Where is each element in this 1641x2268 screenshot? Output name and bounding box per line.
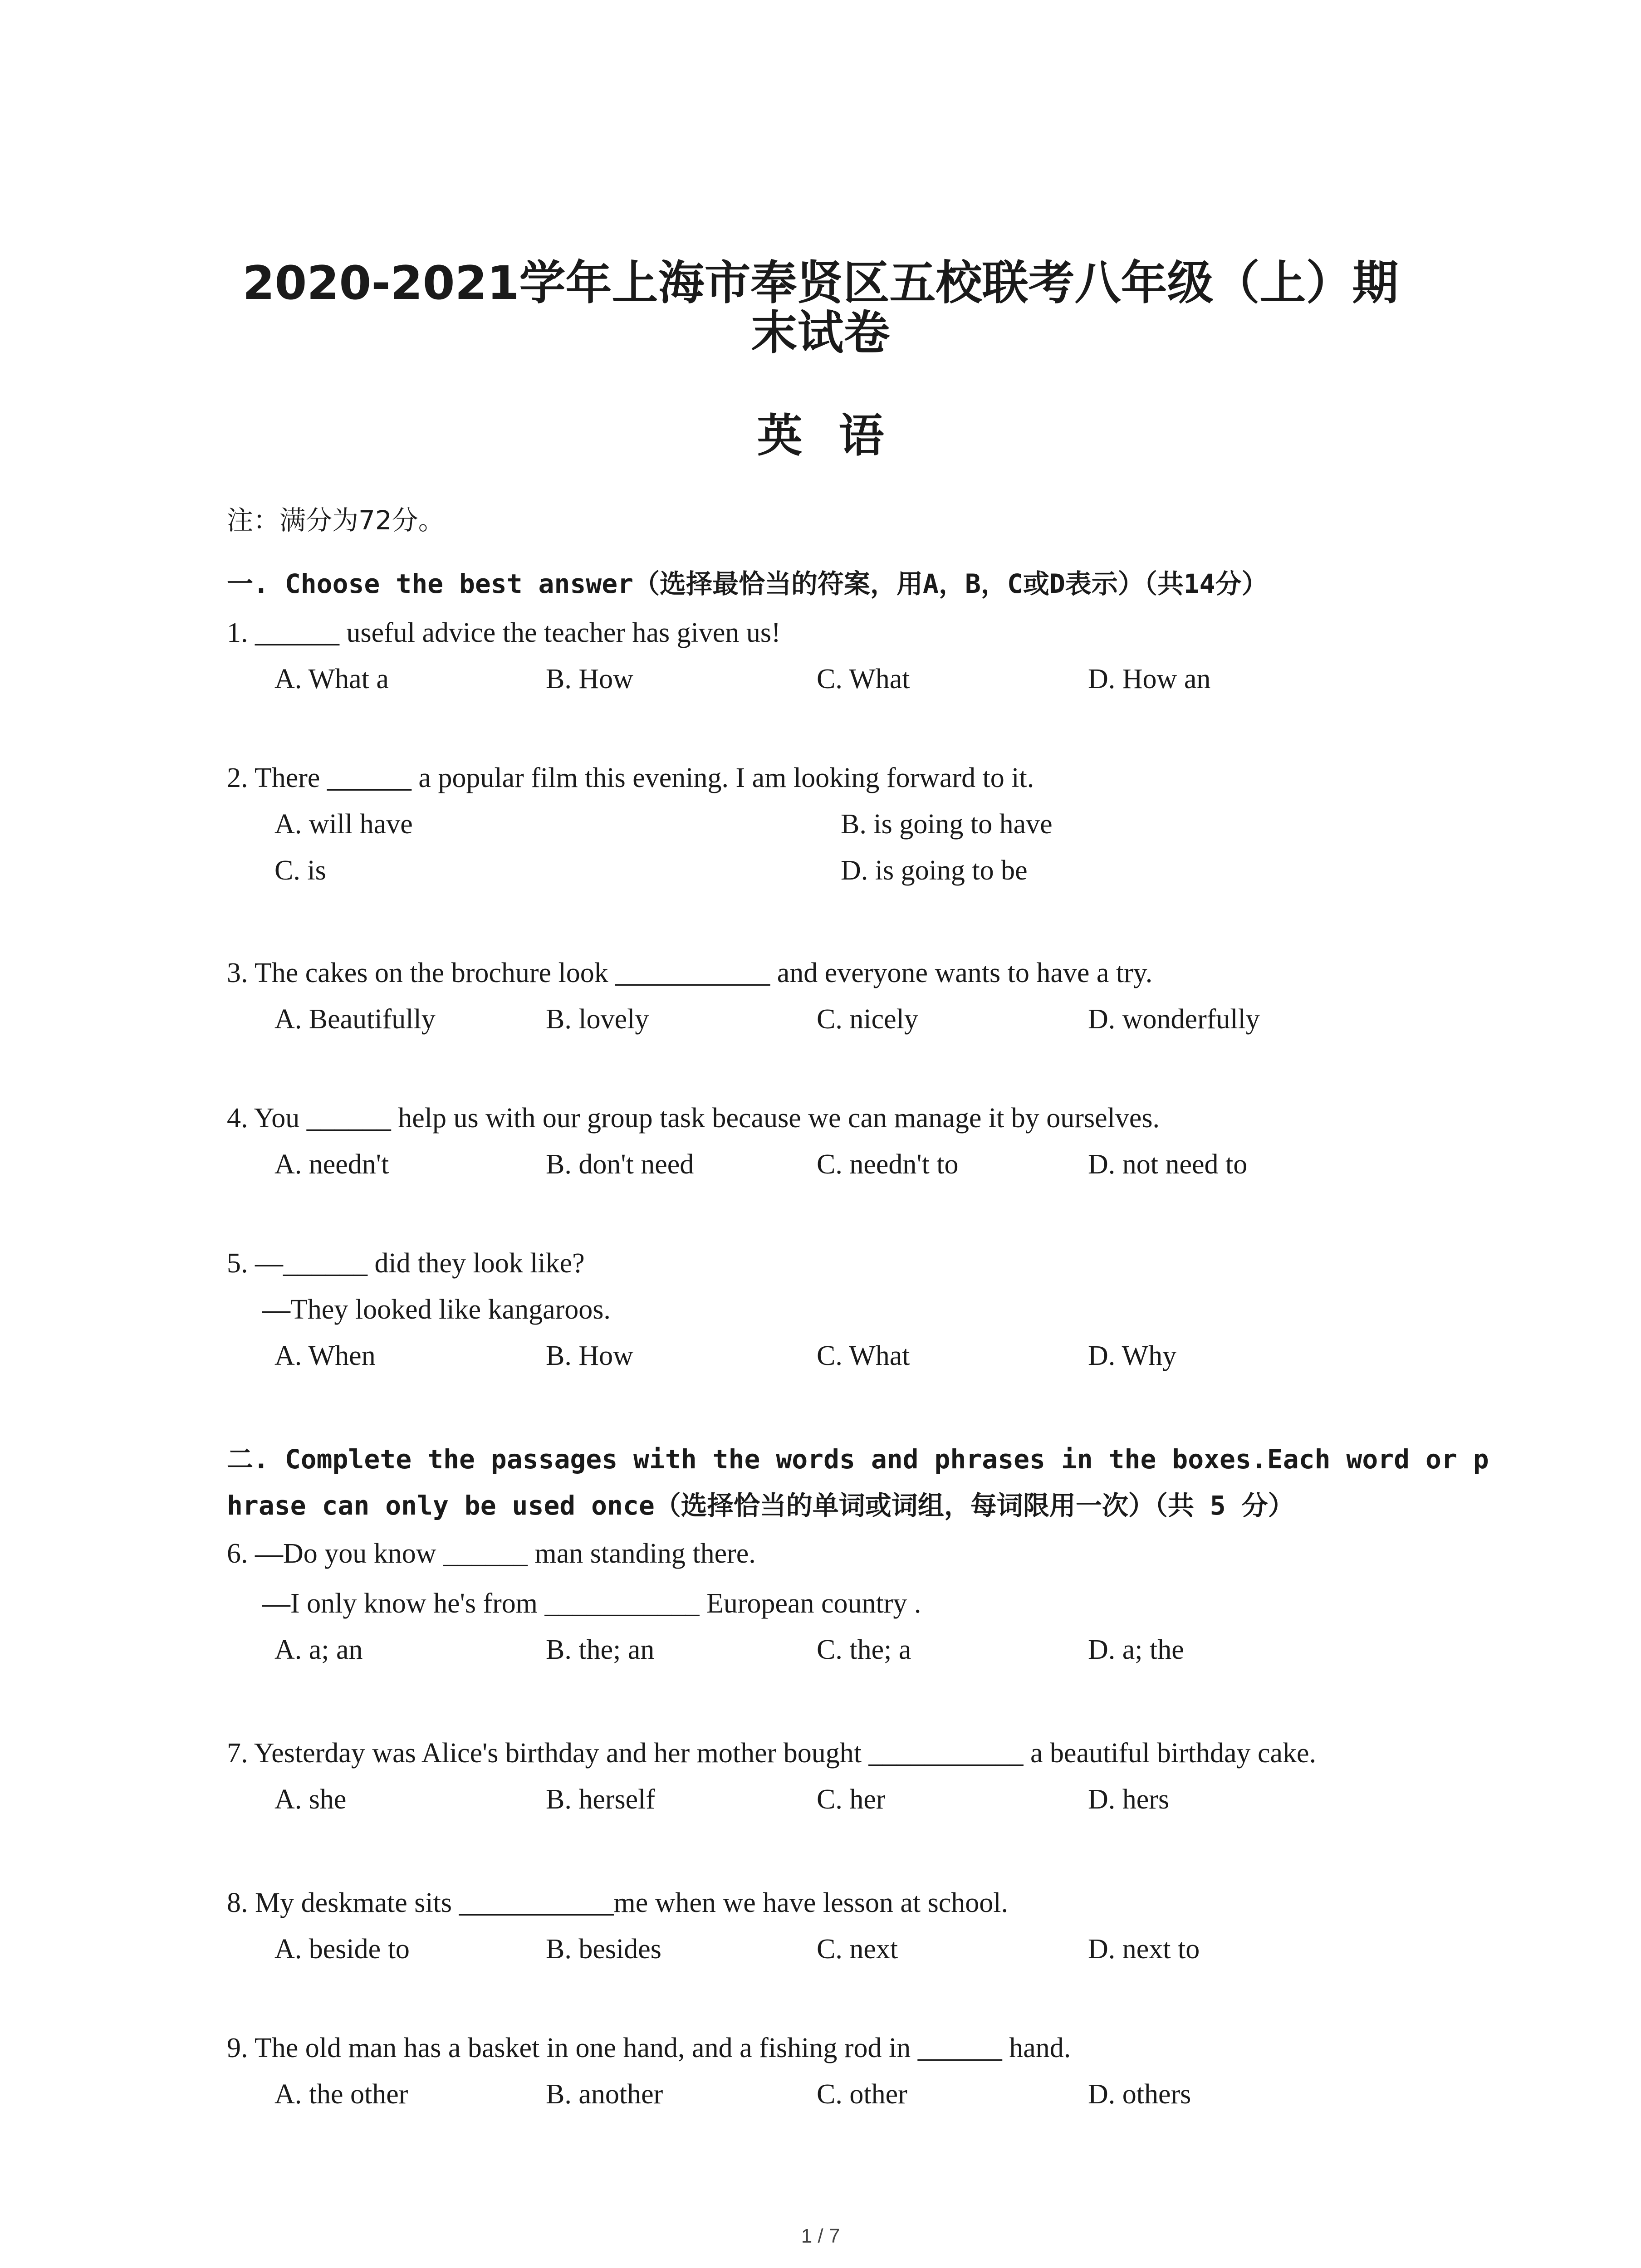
question-4-option-b: B. don't need	[546, 1149, 694, 1180]
question-5-stem: 5. —______ did they look like?	[227, 1248, 585, 1279]
question-1-option-c: C. What	[817, 664, 910, 694]
exam-title-line2: 末试卷	[751, 306, 890, 360]
question-4-option-c: C. needn't to	[817, 1149, 959, 1180]
question-9-option-b: B. another	[546, 2079, 663, 2110]
subject-title: 英语	[757, 409, 921, 462]
question-2-stem: 2. There ______ a popular film this evening. I am looking forward to it.	[227, 763, 1034, 793]
section-2-heading-line2: hrase can only be used once（选择恰当的单词或词组，每词限用一次）（共 5 分）	[227, 1490, 1294, 1521]
question-8-option-a: A. beside to	[274, 1934, 410, 1965]
question-9-option-d: D. others	[1088, 2079, 1191, 2110]
question-2-option-a: A. will have	[274, 809, 413, 840]
question-6-stem: 6. —Do you know ______ man standing there.	[227, 1538, 756, 1569]
question-1-option-d: D. How an	[1088, 664, 1211, 694]
question-3-option-d: D. wonderfully	[1088, 1004, 1260, 1035]
question-2-option-b: B. is going to have	[841, 809, 1053, 840]
question-5-option-a: A. When	[274, 1340, 376, 1371]
question-8-stem: 8. My deskmate sits ___________me when we have lesson at school.	[227, 1887, 1008, 1918]
question-8-option-d: D. next to	[1088, 1934, 1200, 1965]
question-8-option-b: B. besides	[546, 1934, 661, 1965]
question-6-option-d: D. a; the	[1088, 1634, 1184, 1665]
question-5-reply: —They looked like kangaroos.	[262, 1294, 611, 1325]
question-2-option-d: D. is going to be	[841, 855, 1028, 886]
question-3-option-c: C. nicely	[817, 1004, 918, 1035]
score-note: 注：满分为72分。	[227, 505, 445, 536]
question-9-option-c: C. other	[817, 2079, 907, 2110]
question-2-option-c: C. is	[274, 855, 326, 886]
section-2-heading-line1: 二. Complete the passages with the words and phrases in the boxes.Each word or p	[227, 1444, 1489, 1475]
question-6-option-b: B. the; an	[546, 1634, 655, 1665]
question-3-option-a: A. Beautifully	[274, 1004, 436, 1035]
question-7-option-b: B. herself	[546, 1784, 656, 1815]
question-7-option-a: A. she	[274, 1784, 347, 1815]
question-3-stem: 3. The cakes on the brochure look ___________ and everyone wants to have a try.	[227, 958, 1153, 988]
page-number: 1 / 7	[801, 2225, 840, 2247]
question-6-reply: —I only know he's from ___________ European country .	[262, 1588, 921, 1619]
exam-title-line1: 2020-2021学年上海市奉贤区五校联考八年级（上）期	[242, 256, 1399, 310]
question-4-option-a: A. needn't	[274, 1149, 389, 1180]
section-1-heading: 一. Choose the best answer（选择最恰当的符案，用A，B，C或D表示）（共14分）	[227, 568, 1268, 599]
question-5-option-c: C. What	[817, 1340, 910, 1371]
question-1-option-b: B. How	[546, 664, 633, 694]
question-6-option-c: C. the; a	[817, 1634, 911, 1665]
question-4-option-d: D. not need to	[1088, 1149, 1248, 1180]
question-7-option-d: D. hers	[1088, 1784, 1170, 1815]
question-6-option-a: A. a; an	[274, 1634, 363, 1665]
question-1-stem: 1. ______ useful advice the teacher has given us!	[227, 617, 781, 648]
question-7-stem: 7. Yesterday was Alice's birthday and her mother bought ___________ a beautiful birthday cake.	[227, 1738, 1317, 1769]
question-1-option-a: A. What a	[274, 664, 389, 694]
question-9-stem: 9. The old man has a basket in one hand, and a fishing rod in ______ hand.	[227, 2033, 1071, 2063]
question-9-option-a: A. the other	[274, 2079, 408, 2110]
question-7-option-c: C. her	[817, 1784, 886, 1815]
question-5-option-d: D. Why	[1088, 1340, 1177, 1371]
question-8-option-c: C. next	[817, 1934, 898, 1965]
question-3-option-b: B. lovely	[546, 1004, 649, 1035]
question-5-option-b: B. How	[546, 1340, 633, 1371]
question-4-stem: 4. You ______ help us with our group task because we can manage it by ourselves.	[227, 1103, 1160, 1134]
